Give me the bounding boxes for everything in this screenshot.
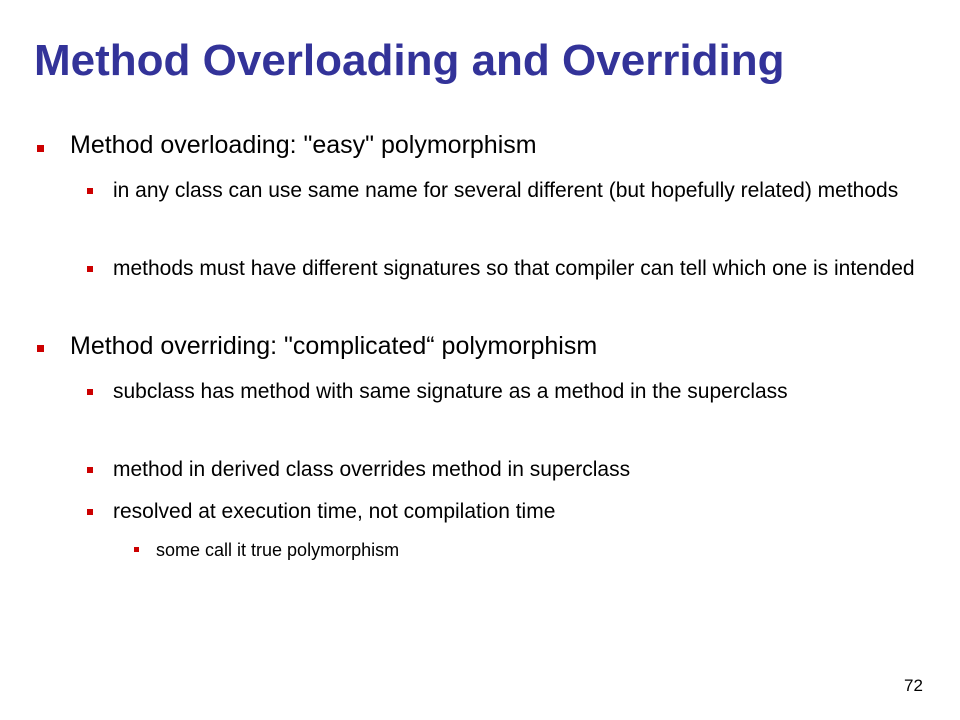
bullet-marker: [37, 345, 44, 352]
sub-bullet-different-signatures: methods must have different signatures so that compiler can tell which one is intended: [113, 257, 915, 280]
sub-bullet-subclass-signature: subclass has method with same signature as a method in the superclass: [113, 380, 788, 403]
bullet-method-overriding: Method overriding: "complicated“ polymorphism: [70, 332, 598, 360]
sub-sub-bullet-marker: [134, 547, 139, 552]
sub-bullet-execution-time: resolved at execution time, not compilation time: [113, 500, 556, 523]
bullet-marker: [37, 145, 44, 152]
sub-bullet-same-name: in any class can use same name for several different (but hopefully related) methods: [113, 179, 899, 202]
sub-bullet-marker: [87, 266, 93, 272]
page-number: 72: [904, 676, 923, 695]
sub-bullet-derived-overrides: method in derived class overrides method in superclass: [113, 458, 631, 481]
sub-bullet-marker: [87, 389, 93, 395]
slide-title: Method Overloading and Overriding: [34, 36, 785, 85]
sub-bullet-marker: [87, 509, 93, 515]
bullet-method-overloading: Method overloading: "easy" polymorphism: [70, 131, 537, 159]
sub-bullet-marker: [87, 467, 93, 473]
sub-bullet-marker: [87, 188, 93, 194]
sub-sub-bullet-true-polymorphism: some call it true polymorphism: [156, 540, 400, 560]
